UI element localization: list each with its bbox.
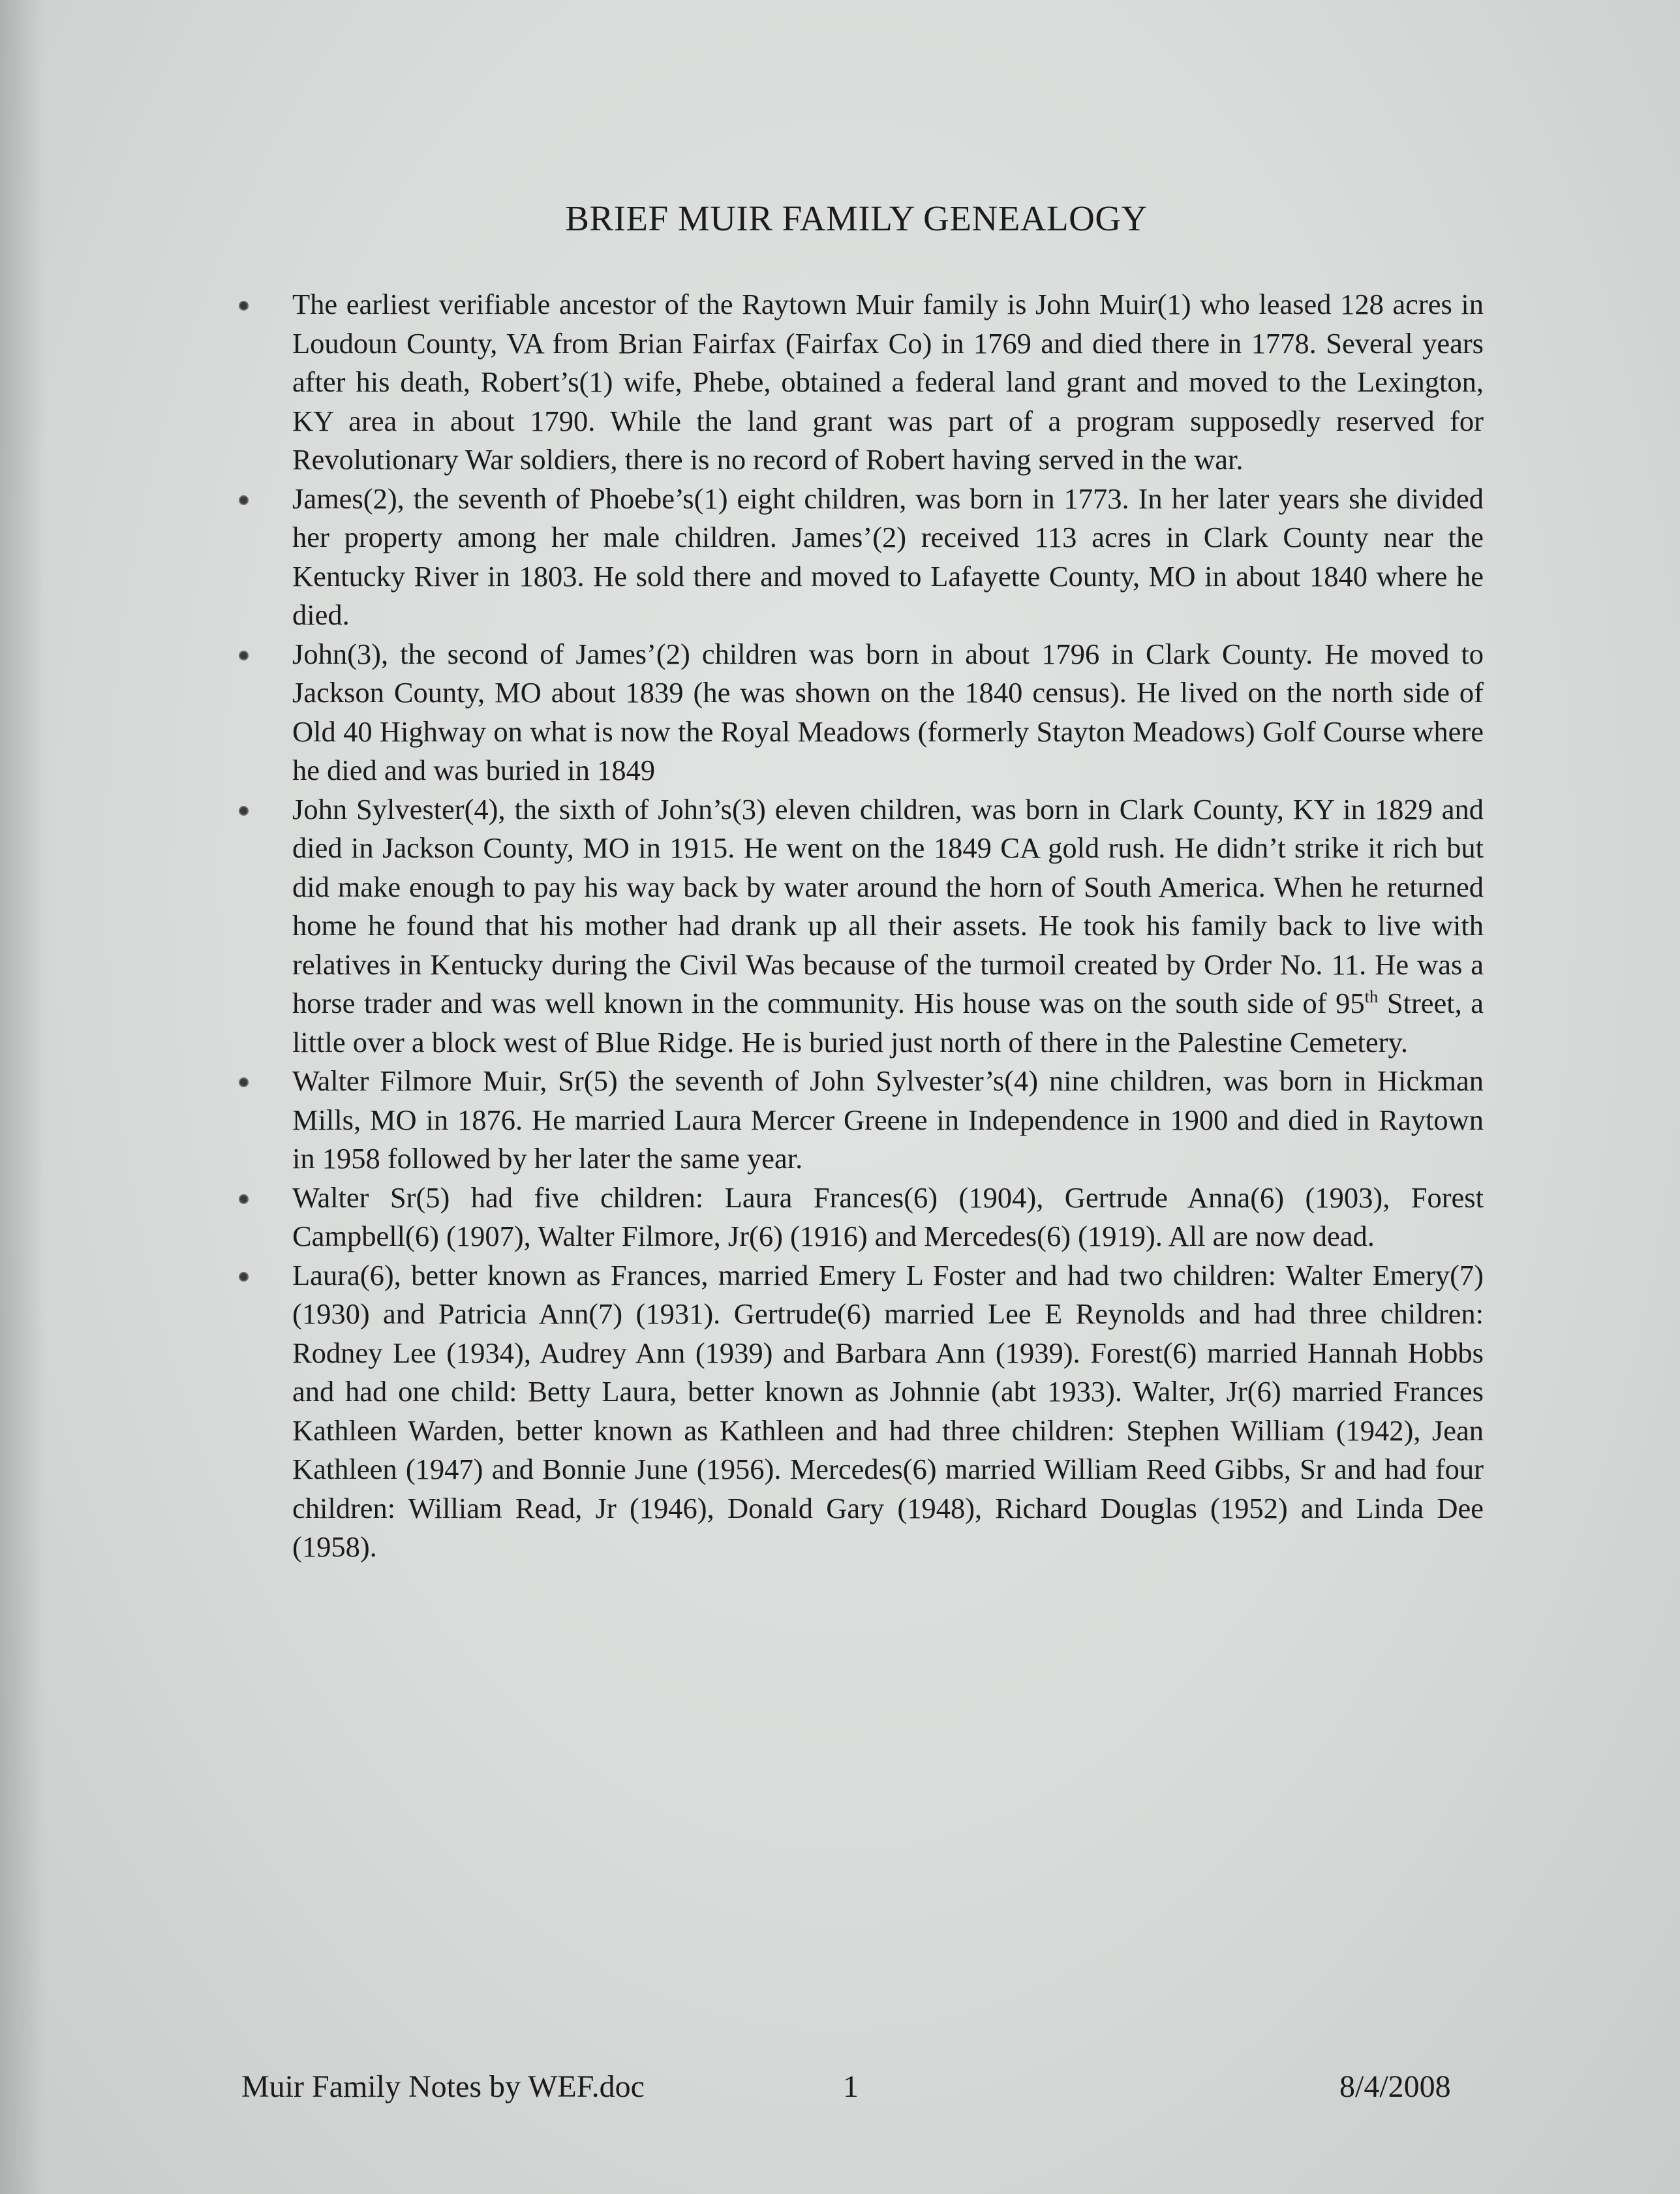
list-item-john-muir xyxy=(292,285,1484,480)
list-item-text: Walter Filmore Muir, Sr(5) the seventh of John Sylvester’s(4) nine children, was born in Hickman Mills, MO in 1876. He married Laura Mercer Greene in Independence in 1900 and died in Raytown in 1958 followed by her later the same year. xyxy=(292,1064,1484,1175)
list-item-text: John(3), the second of James’(2) children was born in about 1796 in Clark County. He moved to Jackson County, MO about 1839 (he was shown on the 1840 census). He lived on the north side of Old 40 Highway on what is now the Royal Meadows (formerly Stayton Meadows) Golf Course where he died and was buried in 1849 xyxy=(292,637,1484,786)
bullet-icon xyxy=(239,1077,249,1087)
bullet-list xyxy=(292,285,1484,1567)
list-item-text: Walter Sr(5) had five children: Laura Frances(6) (1904), Gertrude Anna(6) (1903), Forest Campbell(6) (1907), Walter Filmore, Jr(6) (1916) and Mercedes(6) (1919). All are now dead. xyxy=(292,1181,1484,1252)
list-item-john xyxy=(292,635,1484,790)
bullet-icon xyxy=(239,301,249,311)
list-item-text: John Sylvester(4), the sixth of John’s(3) eleven children, was born in Clark County, KY in 1829 and died in Jackson County, MO in 1915. He went on the 1849 CA gold rush. He didn’t strike it rich but did make enough to pay his way back by water around the horn of South America. When he returned home he found that his mother had drank up all their assets. He took his family back to live with relatives in Kentucky during the Civil Was because of the turmoil created by Order No. 11. He was a horse trader and was well known in the community. His house was on the south side of 95 xyxy=(292,792,1484,1019)
list-item-text: Laura(6), better known as Frances, married Emery L Foster and had two children: Walter Emery(7) (1930) and Patricia Ann(7) (1931). Gertrude(6) married Lee E Reynolds and had three children: Rodney Lee (1934), Audrey Ann (1939) and Barbara Ann (1939). Forest(6) married Hannah Hobbs and had one child: Betty Laura, better known as Johnnie (abt 1933). Walter, Jr(6) married Frances Kathleen Warden, better known as Kathleen and had three children: Stephen William (1942), Jean Kathleen (1947) and Bonnie June (1956). Mercedes(6) married William Reed Gibbs, Sr and had four children: William Read, Jr (1946), Donald Gary (1948), Richard Douglas (1952) and Linda Dee (1958). xyxy=(292,1258,1484,1563)
footer-filename: Muir Family Notes by WEF.doc xyxy=(241,2069,645,2104)
list-item-john-sylvester xyxy=(292,790,1484,1062)
list-item-walter-sr xyxy=(292,1062,1484,1179)
list-item-text: The earliest verifiable ancestor of the Raytown Muir family is John Muir(1) who leased 128 acres in Loudoun County, VA from Brian Fairfax (Fairfax Co) in 1769 and died there in 1778. Several years after his death, Robert’s(1) wife, Phebe, obtained a federal land grant and moved to the Lexington, KY area in about 1790. While the land grant was part of a program supposedly reserved for Revolutionary War soldiers, there is no record of Robert having served in the war. xyxy=(292,288,1484,476)
bullet-icon xyxy=(239,651,249,660)
footer-date: 8/4/2008 xyxy=(1339,2069,1451,2104)
list-item-grandchildren xyxy=(292,1256,1484,1567)
page-title: BRIEF MUIR FAMILY GENEALOGY xyxy=(565,198,1148,238)
footer-page-number: 1 xyxy=(843,2069,859,2104)
page-edge-shadow xyxy=(0,0,46,2194)
bullet-icon xyxy=(239,495,249,505)
list-item-walter-children xyxy=(292,1179,1484,1256)
list-item-text: James(2), the seventh of Phoebe’s(1) eight children, was born in 1773. In her later years she divided her property among her male children. James’(2) received 113 acres in Clark County near the Kentucky River in 1803. He sold there and moved to Lafayette County, MO in about 1840 where he died. xyxy=(292,482,1484,631)
bullet-icon xyxy=(239,1272,249,1282)
list-item-james xyxy=(292,480,1484,635)
bullet-icon xyxy=(239,806,249,816)
list-item-text-continued: Street, a little over a block west of Blue Ridge. He is buried just north of there in the Palestine Cemetery. xyxy=(292,987,1484,1058)
ordinal-suffix: th xyxy=(1364,987,1379,1007)
bullet-icon xyxy=(239,1194,249,1204)
